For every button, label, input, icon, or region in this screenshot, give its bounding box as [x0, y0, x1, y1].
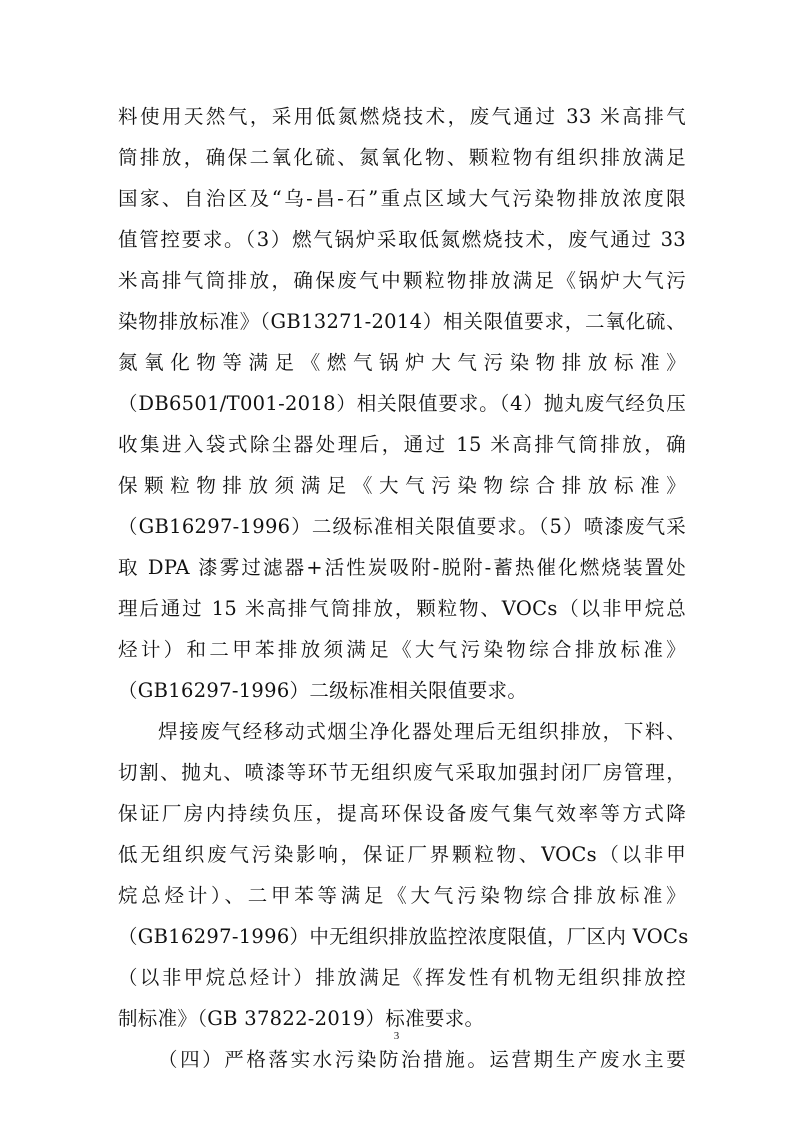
text-line: 烃计）和二甲苯排放须满足《大气污染物综合排放标准》 [118, 638, 686, 661]
text-line: 氮氧化物等满足《燃气锅炉大气污染物排放标准》 [118, 351, 686, 374]
text-line: 切割、抛丸、喷漆等环节无组织废气采取加强封闭厂房管理， [118, 761, 686, 784]
document-body [118, 96, 689, 1080]
text-line: 保证厂房内持续负压，提高环保设备废气集气效率等方式降 [118, 802, 686, 825]
paragraph-1 [118, 96, 686, 711]
text-line: （DB6501/T001-2018）相关限值要求。（4）抛丸废气经负压 [118, 392, 686, 415]
paragraph-3 [118, 1039, 686, 1080]
text-line: 保颗粒物排放须满足《大气污染物综合排放标准》 [118, 474, 686, 497]
text-line: 筒排放，确保二氧化硫、氮氧化物、颗粒物有组织排放满足 [118, 146, 686, 169]
text-line: 烷总烃计）、二甲苯等满足《大气污染物综合排放标准》 [118, 884, 686, 907]
text-line: （GB16297-1996）中无组织排放监控浓度限值，厂区内 VOCs [118, 925, 689, 948]
text-line: （GB16297-1996）二级标准相关限值要求。（5）喷漆废气采 [118, 515, 686, 538]
text-line: 染物排放标准》（GB13271-2014）相关限值要求，二氧化硫、 [118, 310, 686, 333]
text-line: 料使用天然气，采用低氮燃烧技术，废气通过 33 米高排气 [118, 105, 686, 128]
text-line: 国家、自治区及“乌-昌-石”重点区域大气污染物排放浓度限 [118, 187, 686, 210]
text-line: （GB16297-1996）二级标准相关限值要求。 [118, 679, 528, 702]
text-line: 值管控要求。（3）燃气锅炉采取低氮燃烧技术，废气通过 33 [118, 228, 686, 251]
text-line: 焊接废气经移动式烟尘净化器处理后无组织排放，下料、 [158, 720, 686, 743]
paragraph-2 [118, 711, 689, 1039]
text-line: 米高排气筒排放，确保废气中颗粒物排放满足《锅炉大气污 [118, 269, 686, 292]
text-line: （以非甲烷总烃计）排放满足《挥发性有机物无组织排放控 [118, 966, 686, 989]
text-line: 低无组织废气污染影响，保证厂界颗粒物、VOCs（以非甲 [118, 843, 686, 866]
text-line: （四）严格落实水污染防治措施。运营期生产废水主要 [158, 1048, 686, 1071]
text-line: 理后通过 15 米高排气筒排放，颗粒物、VOCs（以非甲烷总 [118, 597, 686, 620]
page-number: 3 [393, 1030, 400, 1042]
text-line: 收集进入袋式除尘器处理后，通过 15 米高排气筒排放，确 [118, 433, 686, 456]
text-line: 取 DPA 漆雾过滤器+活性炭吸附-脱附-蓄热催化燃烧装置处 [118, 556, 686, 579]
text-line: 制标准》（GB 37822-2019）标准要求。 [118, 1007, 485, 1030]
